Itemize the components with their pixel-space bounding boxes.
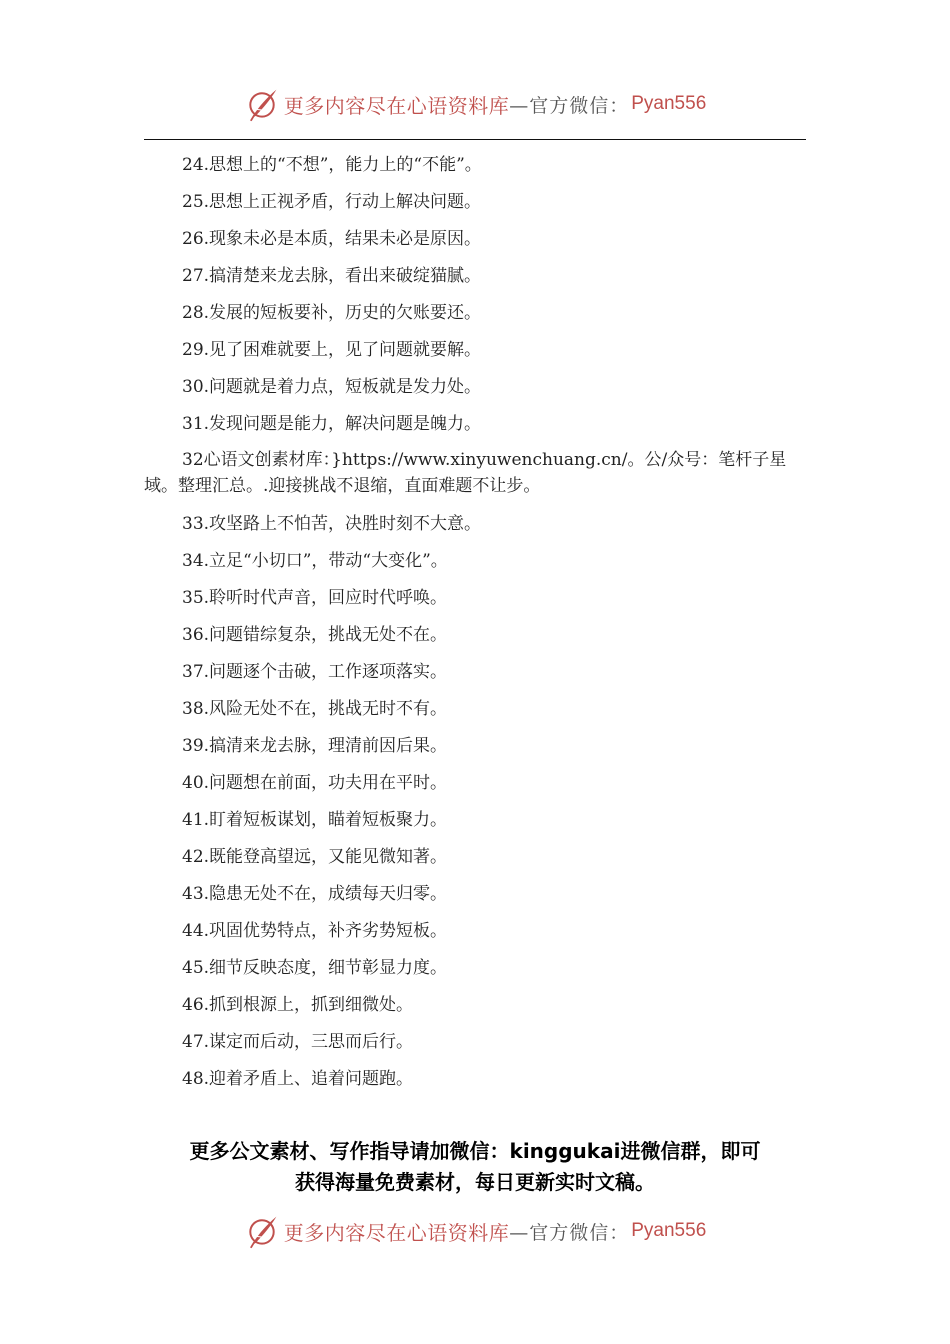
list-item: 45.细节反映态度，细节彰显力度。 (182, 958, 448, 978)
list-item: 43.隐患无处不在，成绩每天归零。 (182, 884, 448, 904)
banner-title: 更多内容尽在心语资料库 (283, 1220, 510, 1245)
list-item: 47.谋定而后动，三思而后行。 (182, 1032, 414, 1052)
quill-pen-logo-icon (244, 1213, 280, 1249)
quill-pen-logo-icon (244, 86, 280, 122)
list-item: 29.见了困难就要上，见了问题就要解。 (182, 340, 482, 360)
footer-banner (0, 1209, 950, 1253)
list-item: 28.发展的短板要补，历史的欠账要还。 (182, 303, 482, 323)
banner-title: 更多内容尽在心语资料库 (283, 93, 510, 118)
banner-subtitle: —官方微信： (509, 94, 630, 117)
list-item: 33.攻坚路上不怕苦，决胜时刻不大意。 (182, 514, 482, 534)
list-item: 25.思想上正视矛盾，行动上解决问题。 (182, 192, 482, 212)
banner-wechat-id: Pyan556 (631, 93, 707, 114)
promo-notice (144, 1136, 806, 1198)
banner-subtitle: —官方微信： (509, 1221, 630, 1244)
list-item: 35.聆听时代声音，回应时代呼唤。 (182, 588, 448, 608)
list-item: 42.既能登高望远，又能见微知著。 (182, 847, 448, 867)
header-banner (0, 82, 950, 126)
list-item: 46.抓到根源上，抓到细微处。 (182, 995, 414, 1015)
list-item: 44.巩固优势特点，补齐劣势短板。 (182, 921, 448, 941)
list-item: 41.盯着短板谋划，瞄着短板聚力。 (182, 810, 448, 830)
list-item: 37.问题逐个击破，工作逐项落实。 (182, 662, 448, 682)
list-item: 34.立足“小切口”，带动“大变化”。 (182, 551, 448, 571)
header-banner-inner (244, 86, 707, 122)
list-item: 39.搞清来龙去脉，理清前因后果。 (182, 736, 448, 756)
header-divider (144, 139, 806, 140)
list-item: 26.现象未必是本质，结果未必是原因。 (182, 229, 482, 249)
document-body (144, 151, 806, 1102)
banner-wechat-id: Pyan556 (631, 1220, 707, 1241)
list-item: 48.迎着矛盾上、追着问题跑。 (182, 1069, 414, 1089)
list-item-paragraph: 32心语文创素材库：}https://www.xinyuwenchuang.cn/。公/众号：笔杆子星域。整理汇总。.迎接挑战不退缩，直面难题不让步。 (144, 450, 787, 496)
list-item: 38.风险无处不在，挑战无时不有。 (182, 699, 448, 719)
list-item: 24.思想上的“不想”，能力上的“不能”。 (182, 155, 482, 175)
list-item: 31.发现问题是能力，解决问题是魄力。 (182, 414, 482, 434)
list-item: 27.搞清楚来龙去脉，看出来破绽猫腻。 (182, 266, 482, 286)
list-item: 36.问题错综复杂，挑战无处不在。 (182, 625, 448, 645)
promo-line-1: 更多公文素材、写作指导请加微信：kinggukai进微信群，即可 (189, 1139, 761, 1163)
list-item: 30.问题就是着力点，短板就是发力处。 (182, 377, 482, 397)
footer-banner-inner (244, 1213, 707, 1249)
list-item: 40.问题想在前面，功夫用在平时。 (182, 773, 448, 793)
promo-line-2: 获得海量免费素材，每日更新实时文稿。 (295, 1170, 655, 1194)
